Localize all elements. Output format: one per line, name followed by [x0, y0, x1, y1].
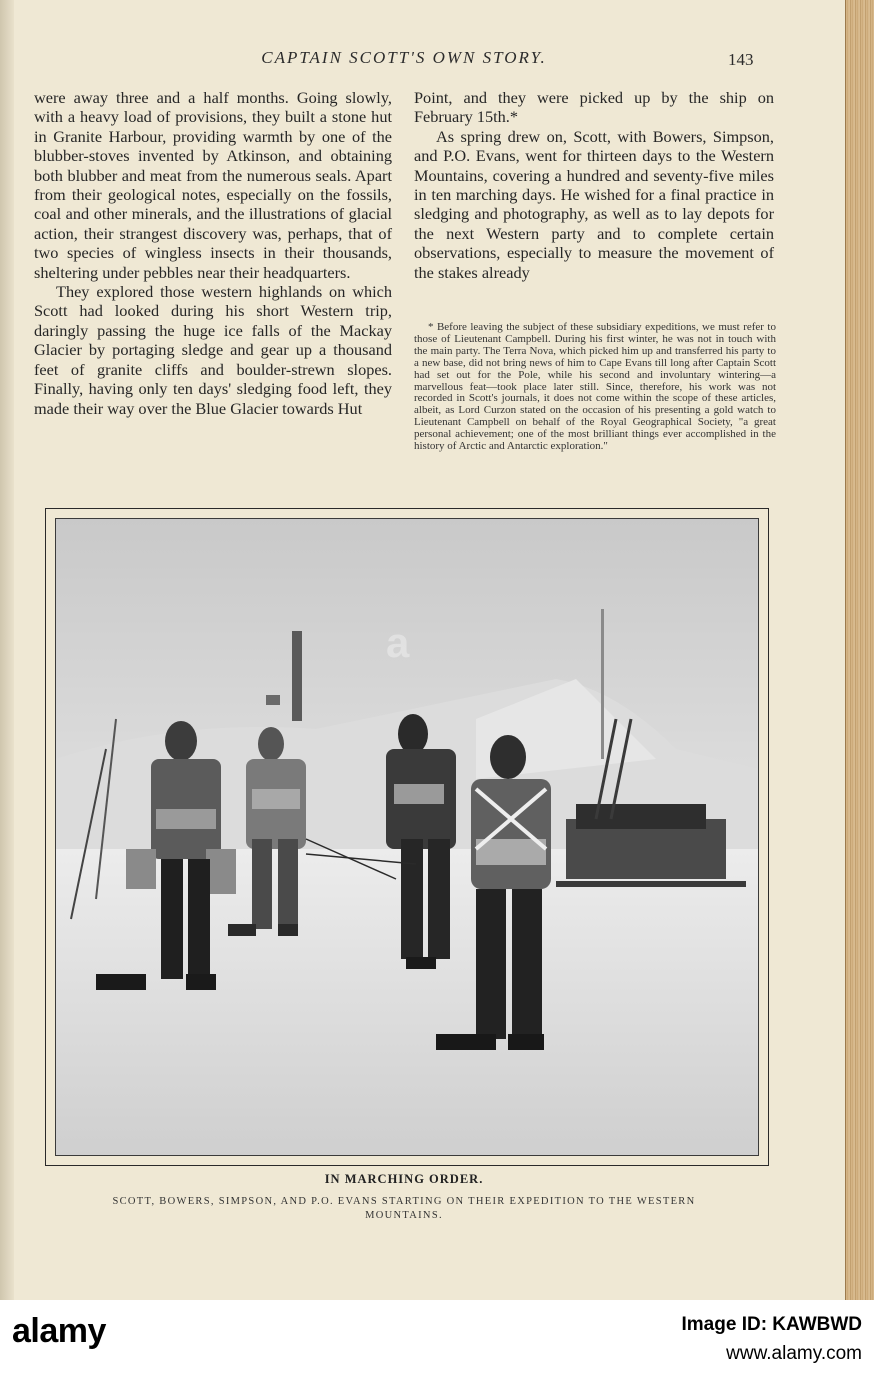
paragraph: As spring drew on, Scott, with Bowers, Simpson, and P.O. Evans, went for thirteen days to the Western Mountains, covering a hundred and seventy-five miles in ten marching days. He wished for a final practice in sledging and photography, as well as to lay depots for the next Western party and to complete certain observations, especially to measure the movement of the stakes already	[414, 126, 774, 282]
photo-illustration	[56, 519, 758, 1155]
page-gutter	[0, 0, 14, 1300]
right-column	[414, 88, 774, 282]
alamy-logo: alamy	[12, 1312, 106, 1350]
image-id: Image ID: KAWBWD	[681, 1314, 862, 1335]
page-edges	[845, 0, 874, 1300]
left-column	[34, 88, 392, 418]
chimney	[292, 631, 302, 721]
watermark-url[interactable]: www.alamy.com	[726, 1343, 862, 1364]
paragraph: They explored those western highlands on which Scott had looked during his short Western trip, daringly passing the huge ice falls of the Mackay Glacier by portaging sledge and gear up a thousand feet of granite cliffs and boulder-strewn slopes. Finally, having only ten days' sledging food left, they made their way over the Blue Glacier towards Hut	[34, 282, 392, 418]
running-head: CAPTAIN SCOTT'S OWN STORY.	[261, 48, 547, 67]
figure-caption-subtitle: SCOTT, BOWERS, SIMPSON, AND P.O. EVANS STARTING ON THEIR EXPEDITION TO THE WESTERN MOUNTAINS.	[112, 1196, 696, 1221]
svg-text:a: a	[386, 619, 410, 665]
expedition-photograph	[55, 518, 759, 1156]
footnote: * Before leaving the subject of these subsidiary expeditions, we must refer to those of Lieutenant Campbell. During his first winter, he was not in touch with the main party. The Terra Nova, which picked him up and transferred his party to a new base, did not bring news of him to Cape Evans till long after Captain Scott had set out for the Pole, while his second and involuntary wintering—a marvellous feat—took place later still. Since, therefore, his work was not recorded in Scott's journals, it does not come within the scope of these articles, albeit, as Lord Curzon stated on the occasion of his presenting a gold watch to Lieutenant Campbell on behalf of the Royal Geographical Society, "a great personal achievement; one of the most brilliant things ever accomplished in the history of Arctic and Antarctic exploration."	[414, 321, 776, 453]
photo-frame	[45, 508, 769, 1166]
figure-caption-title: IN MARCHING ORDER.	[324, 1172, 484, 1186]
paragraph: Point, and they were picked up by the ship on February 15th.*	[414, 88, 774, 127]
paragraph: were away three and a half months. Going slowly, with a heavy load of provisions, they built a stone hut in Granite Harbour, providing warmth by one of the blubber-stoves invented by Atkinson, and obtaining both blubber and meat from the numerous seals. Apart from their geological notes, especially on the fossils, coal and other minerals, and the illustrations of glacial action, their strangest discovery was, perhaps, that of two species of wingless insects in their thousands, sheltering under pebbles near their headquarters.	[34, 88, 392, 282]
page-number: 143	[728, 50, 754, 69]
